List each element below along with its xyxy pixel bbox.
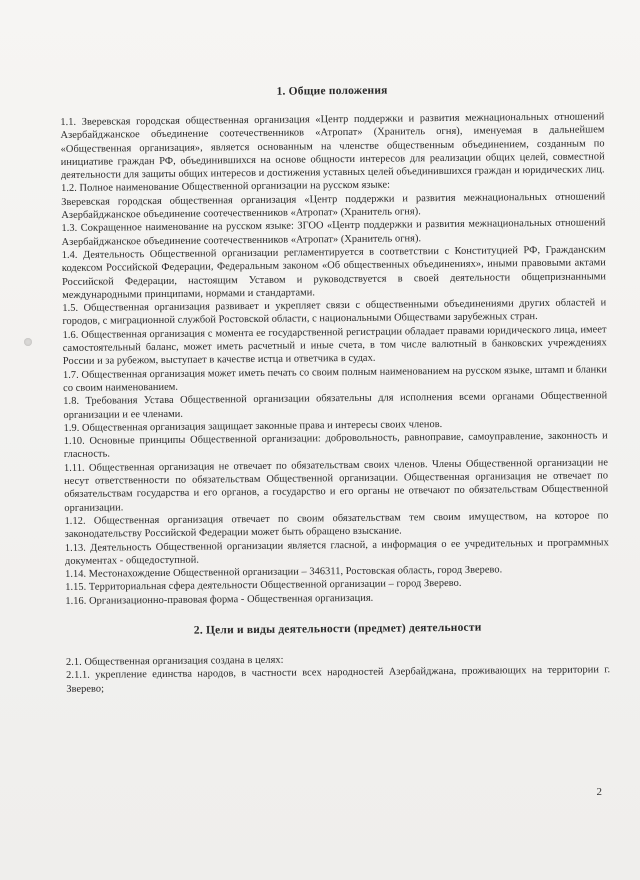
paragraph-1-16: 1.16. Организационно-правовая форма - Общественная организация. [65, 592, 374, 607]
document-body [60, 82, 610, 696]
paragraph-1-8: 1.8. Требования Устава Общественной организации обязательны для исполнения всеми органами Общественной организации и ее членами. [63, 390, 608, 421]
paragraph-1-1: 1.1. Зверевская городская общественная организация «Центр поддержки и развития межнациональных отношений Азербайджанское объединение соотечественников «Атропат» (Хранитель огня), именуемая в дальнейшем «Общественная организация», является основанным на членстве общественным объединением, созданным по инициативе граждан РФ, объединившихся на основе общности интересов для реализации общих целей, совместной деятельности для защиты общих интересов и достижения уставных целей объединившихся граждан и юридических лиц. [60, 111, 605, 182]
section-1-title: 1. Общие положения [276, 84, 388, 98]
paragraph-1-13: 1.13. Деятельность Общественной организации является гласной, а информация о ее учредительных и программных документах - общедоступной. [64, 536, 609, 567]
punch-hole-mark [24, 338, 32, 346]
paragraph-1-12: 1.12. Общественная организация отвечает по своим обязательствам тем своим имуществом, на которое по законодательству Российской Федерации может быть обращено взыскание. [64, 510, 609, 541]
paragraph-1-2: 1.2. Полное наименование Общественной организации на русском языке: [60, 180, 391, 195]
paragraph-1-5: 1.5. Общественная организация развивает и укрепляет связи с общественными объединениями других областей и городов, с миграционной службой Ростовской области, с национальными Обществами зарубежных стран. [62, 297, 607, 328]
paragraph-1-2-full-name: Зверевская городская общественная организация «Центр поддержки и развития межнациональных отношений Азербайджанское объединение соотечественников «Атропат» (Хранитель огня). [61, 191, 606, 222]
paragraph-1-3: 1.3. Сокращенное наименование на русском языке: ЗГОО «Центр поддержки и развития межнациональных отношений Азербайджанское объединение соотечественников «Атропат» (Хранитель огня). [61, 217, 606, 248]
paragraph-1-14: 1.14. Местонахождение Общественной организации – 346311, Ростовская область, город Зверево. [65, 564, 503, 581]
paragraph-1-9: 1.9. Общественная организация защищает законные права и интересы своих членов. [63, 418, 443, 434]
section-2-title: 2. Цели и виды деятельности (предмет) деятельности [193, 621, 482, 637]
paragraph-1-6: 1.6. Общественная организация с момента ее государственной регистрации обладает правами юридического лица, имеет самостоятельный баланс, может иметь расчетный и иные счета, в том числе валютный в банковских учреждениях России и за рубежом, выступает в качестве истца и ответчика в судах. [62, 324, 607, 368]
page-number: 2 [596, 786, 602, 798]
paragraph-1-10: 1.10. Основные принципы Общественной организации: добровольность, равноправие, самоуправление, законность и гласность. [63, 430, 608, 461]
paragraph-1-7: 1.7. Общественная организация может иметь печать со своим полным наименованием на русском языке, штамп и бланки со своим наименованием. [62, 363, 608, 394]
paragraph-1-11: 1.11. Общественная организация не отвечает по обязательствам своих членов. Члены Общественной организации не несут ответственности по обязательствам Общественной организации. Общественная организация не отвечает по обязательствам государства и его органов, а государство и его органы не отвечают по обязательствам Общественной организации. [63, 457, 609, 514]
paragraph-2-1-1: 2.1.1. укрепление единства народов, в частности всех народностей Азербайджана, проживающих на территории г. Зверево; [66, 664, 611, 695]
paragraph-1-15: 1.15. Территориальная сфера деятельности Общественной организации – город Зверево. [65, 578, 462, 594]
paragraph-2-1: 2.1. Общественная организация создана в целях: [65, 654, 284, 668]
paragraph-1-4: 1.4. Деятельность Общественной организации регламентируется в соответствии с Конституцией РФ, Гражданским кодексом Российской Федерации, Федеральным законом «Об общественных объединениях», иными правовыми актами Российской Федерации, настоящим Уставом и руководствуется в своей деятельности общепризнанными международными принципами, нормами и стандартами. [61, 244, 607, 301]
